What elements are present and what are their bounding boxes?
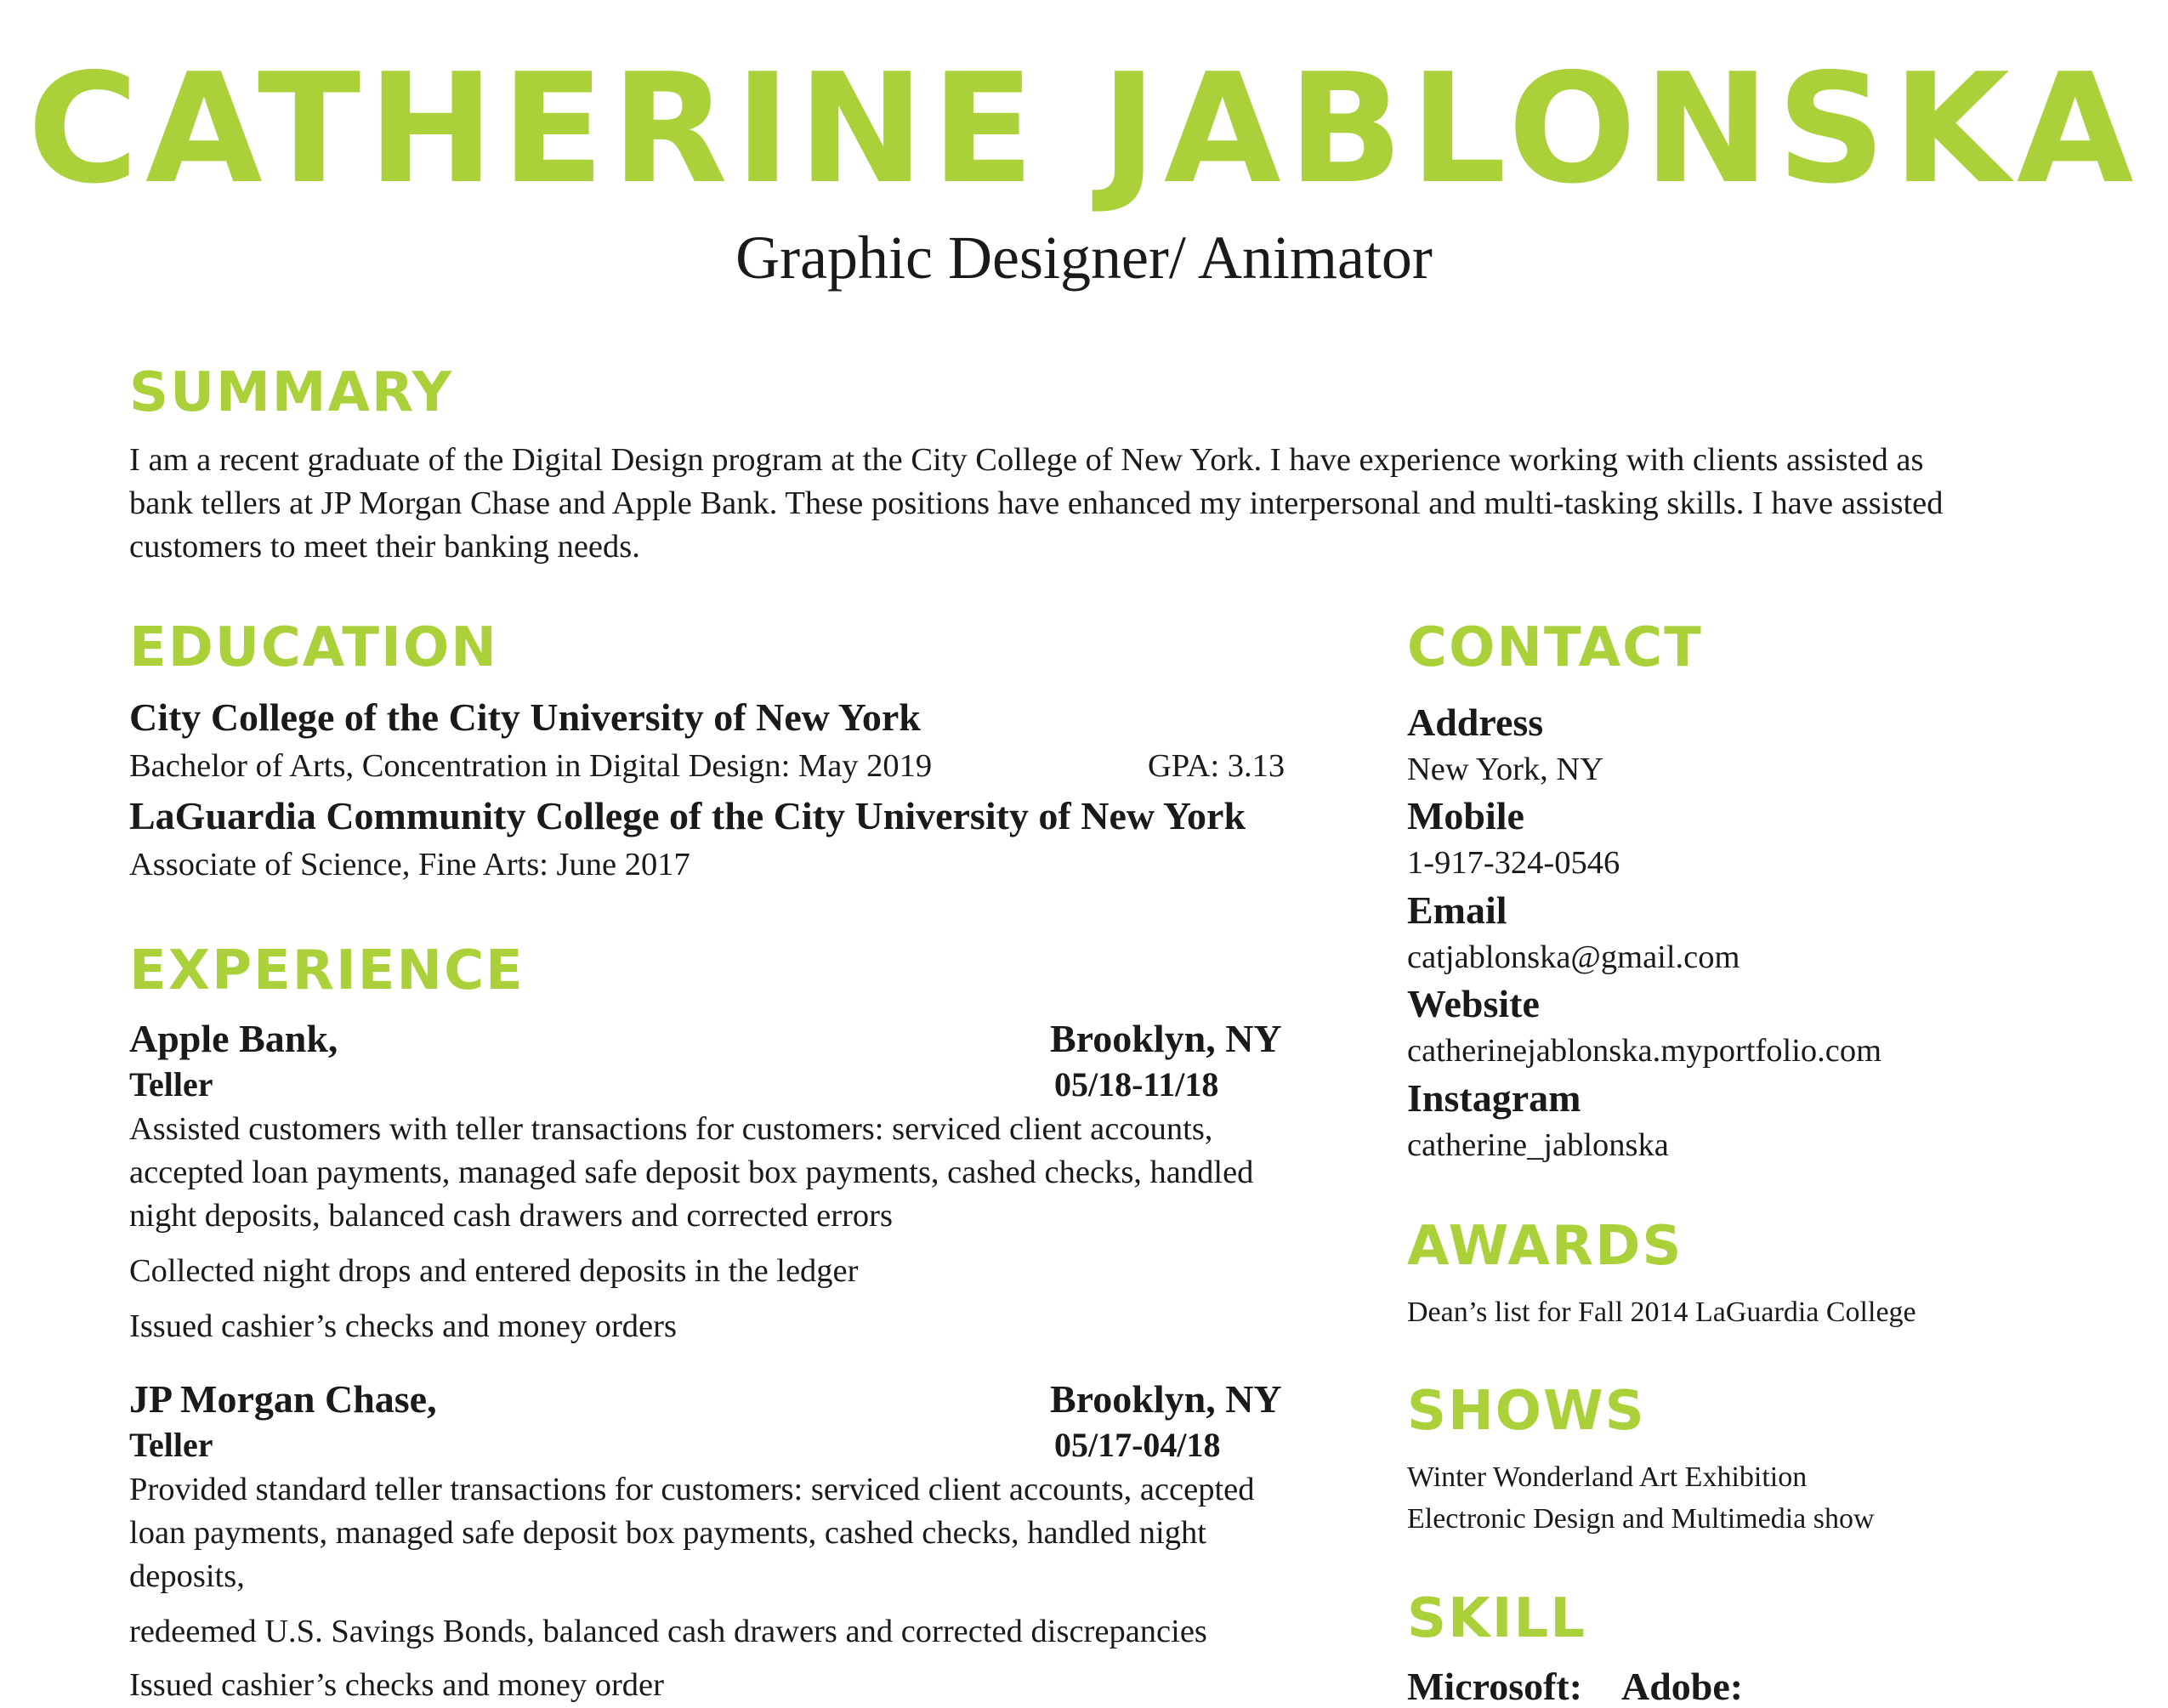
page-title: CATHERINE JABLONSKA <box>27 41 2141 217</box>
skill-column-microsoft: Microsoft: <box>1407 1665 1583 1708</box>
show-item: Electronic Design and Multimedia show <box>1407 1503 1875 1535</box>
job-role: Teller <box>129 1065 213 1104</box>
job-company: Apple Bank, <box>129 1017 338 1060</box>
skill-heading: SKILL <box>1407 1587 1587 1650</box>
job-duty: Collected night drops and entered deposits in the ledger <box>129 1253 859 1289</box>
contact-value-mobile: 1-917-324-0546 <box>1407 845 1620 881</box>
job-company: JP Morgan Chase, <box>129 1377 437 1421</box>
job-duty: accepted loan payments, managed safe deposit box payments, cashed checks, handled <box>129 1155 1254 1190</box>
contact-label-mobile: Mobile <box>1407 794 1524 837</box>
school-gpa: GPA: 3.13 <box>1148 748 1285 784</box>
school-name: LaGuardia Community College of the City University of New York <box>129 794 1246 837</box>
job-location: Brooklyn, NY <box>1050 1377 1282 1421</box>
job-duty: Issued cashier’s checks and money order <box>129 1667 664 1703</box>
school-degree: Associate of Science, Fine Arts: June 2017 <box>129 847 690 882</box>
job-duty: night deposits, balanced cash drawers and corrected errors <box>129 1198 893 1234</box>
contact-value-address: New York, NY <box>1407 752 1604 787</box>
school-name: City College of the City University of New York <box>129 695 921 739</box>
summary-line: customers to meet their banking needs. <box>129 529 640 565</box>
job-duty: Assisted customers with teller transactions for customers: serviced client accounts, <box>129 1111 1213 1147</box>
shows-heading: SHOWS <box>1407 1380 1646 1443</box>
job-title: Graphic Designer/ Animator <box>735 224 1433 292</box>
job-duty: deposits, <box>129 1558 245 1594</box>
job-duty: redeemed U.S. Savings Bonds, balanced cash drawers and corrected discrepancies <box>129 1614 1207 1649</box>
skill-column-adobe: Adobe: <box>1621 1665 1744 1708</box>
contact-value-instagram: catherine_jablonska <box>1407 1127 1669 1163</box>
contact-value-email: catjablonska@gmail.com <box>1407 939 1740 975</box>
summary-heading: SUMMARY <box>129 361 454 424</box>
contact-label-email: Email <box>1407 888 1507 932</box>
contact-heading: CONTACT <box>1407 616 1703 679</box>
job-duty: Provided standard teller transactions for customers: serviced client accounts, accepted <box>129 1472 1255 1507</box>
school-degree: Bachelor of Arts, Concentration in Digital Design: May 2019 <box>129 748 933 784</box>
job-duty: Issued cashier’s checks and money orders <box>129 1308 677 1344</box>
job-role: Teller <box>129 1426 213 1464</box>
summary-line: bank tellers at JP Morgan Chase and Apple Bank. These positions have enhanced my interpersonal and multi-tasking skills. I have assisted <box>129 485 1944 521</box>
show-item: Winter Wonderland Art Exhibition <box>1407 1461 1808 1493</box>
contact-label-instagram: Instagram <box>1407 1076 1581 1120</box>
contact-label-website: Website <box>1407 982 1540 1025</box>
job-dates: 05/18-11/18 <box>1054 1065 1219 1104</box>
job-duty: loan payments, managed safe deposit box payments, cashed checks, handled night <box>129 1515 1206 1551</box>
job-dates: 05/17-04/18 <box>1054 1426 1221 1464</box>
awards-heading: AWARDS <box>1407 1215 1683 1278</box>
contact-label-address: Address <box>1407 701 1544 744</box>
award-item: Dean’s list for Fall 2014 LaGuardia College <box>1407 1297 1916 1328</box>
experience-heading: EXPERIENCE <box>129 939 525 1002</box>
education-heading: EDUCATION <box>129 616 498 679</box>
job-location: Brooklyn, NY <box>1050 1017 1282 1060</box>
summary-line: I am a recent graduate of the Digital Design program at the City College of New York. I have experience working with clients assisted as <box>129 442 1924 478</box>
contact-value-website: catherinejablonska.myportfolio.com <box>1407 1033 1882 1069</box>
